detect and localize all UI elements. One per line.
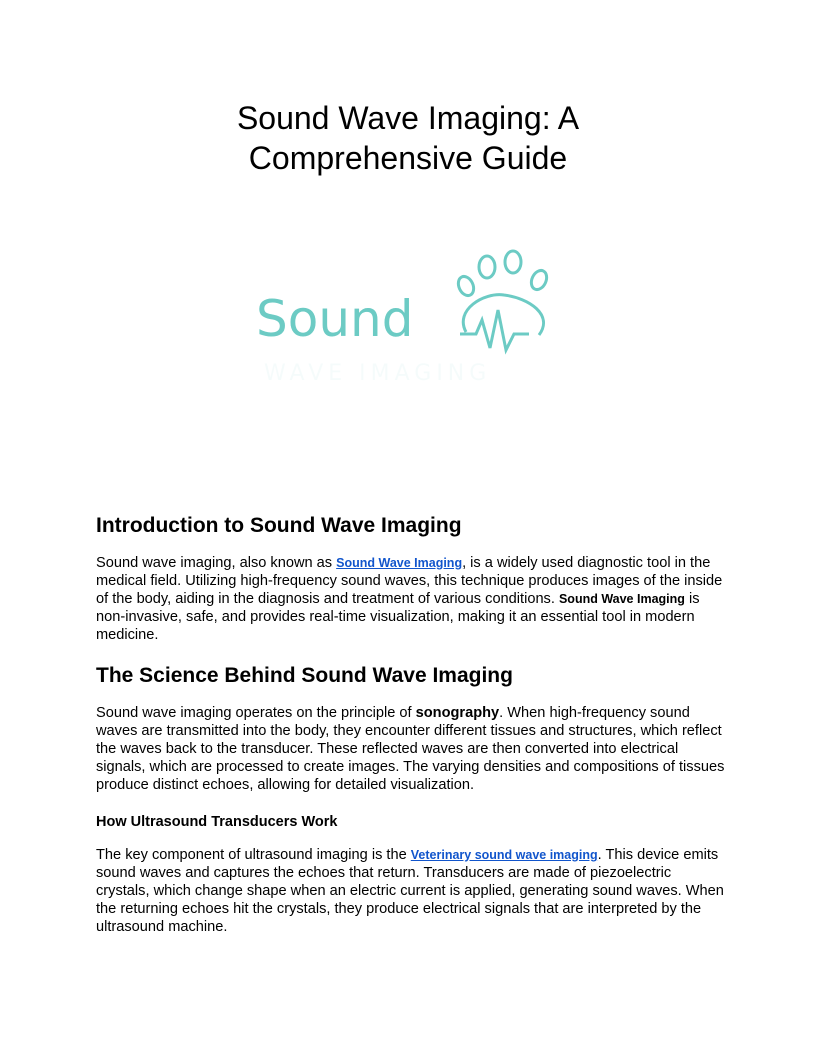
logo-wordmark: Sound [256,290,414,348]
article-content [96,512,726,954]
intro-bold-term: Sound Wave Imaging [558,592,685,606]
intro-paragraph [96,554,726,644]
intro-text-c: is non-invasive, safe, and provides real-time visualization, making it an essential tool in modern medicine. [96,591,700,643]
transducers-text-b: . This device emits sound waves and captures the echoes that return. Transducers are made of piezoelectric crystals, which change shape when an electric current is applied, generating sound waves. When the returning echoes hit the crystals, they produce electrical signals that are interpreted by the ultrasound machine. [96,847,724,935]
logo [254,240,564,390]
title-line-2: Comprehensive Guide [248,140,568,176]
page-title [0,98,816,178]
transducers-heading: How Ultrasound Transducers Work [96,814,338,830]
transducers-paragraph [96,846,726,936]
science-paragraph [96,704,726,794]
science-text-a: Sound wave imaging operates on the principle of [96,705,416,721]
paw-heartbeat-icon [254,240,564,390]
sound-wave-imaging-link[interactable]: Sound Wave Imaging [336,556,463,570]
science-heading: The Science Behind Sound Wave Imaging [96,664,513,687]
intro-heading: Introduction to Sound Wave Imaging [96,514,462,537]
logo-tagline: WAVE IMAGING [264,361,492,386]
science-bold-term: sonography [415,705,500,721]
veterinary-imaging-link[interactable]: Veterinary sound wave imaging [410,848,598,862]
title-line-1: Sound Wave Imaging: A [236,100,580,136]
intro-text-b: , is a widely used diagnostic tool in the medical field. Utilizing high-frequency sound waves, this technique produces images of the inside of the body, aiding in the diagnosis and treatment of various conditions. [96,555,723,607]
transducers-text-a: The key component of ultrasound imaging is the [96,847,411,863]
intro-text-a: Sound wave imaging, also known as [96,555,337,571]
science-text-b: . When high-frequency sound waves are transmitted into the body, they encounter different tissues and structures, which reflect the waves back to the transducer. These reflected waves are then converted into electrical signals, which are processed to create images. The varying densities and compositions of tissues produce distinct echoes, allowing for detailed visualization. [96,705,725,793]
